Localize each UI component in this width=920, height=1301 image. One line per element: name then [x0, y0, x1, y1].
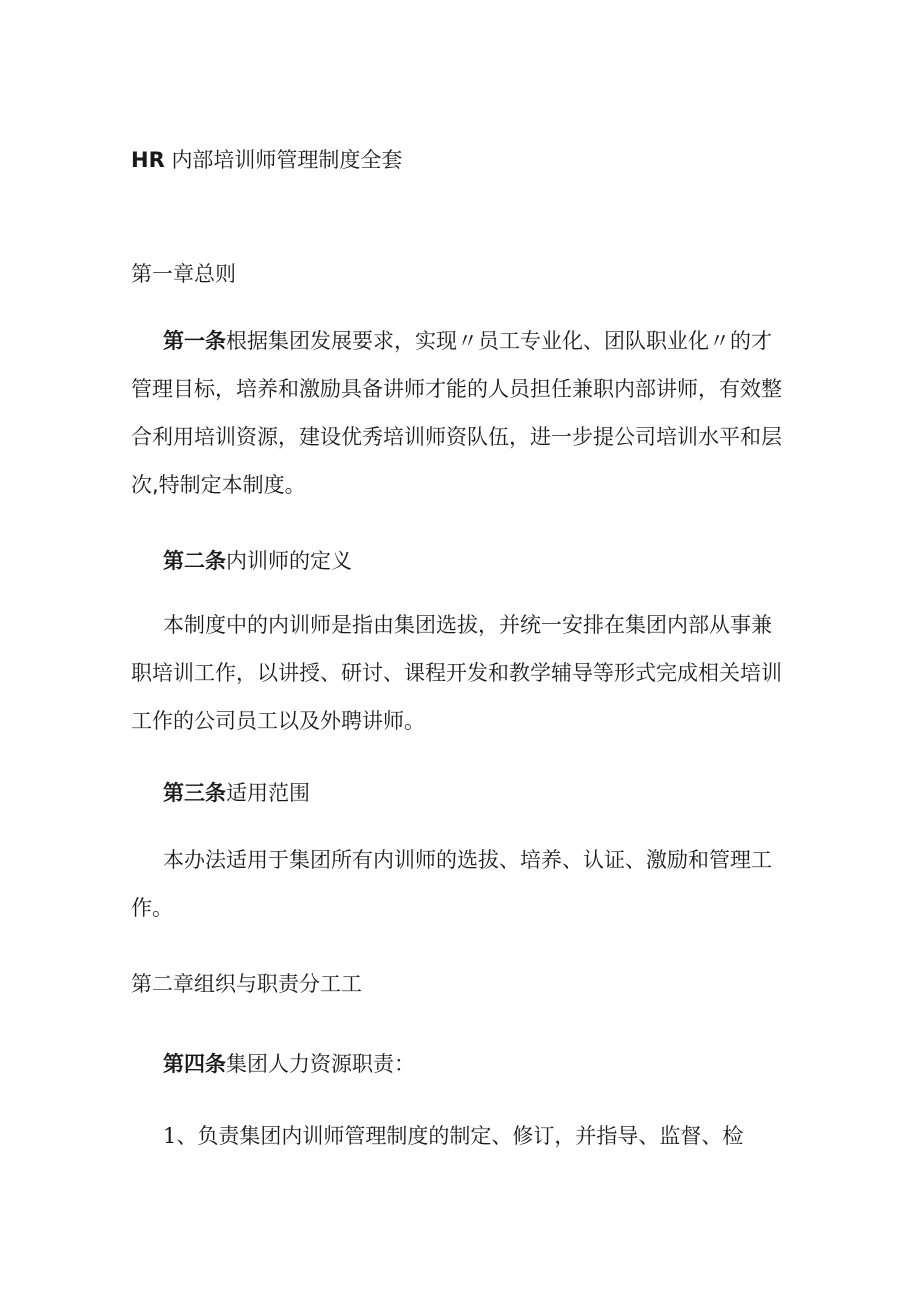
document-title [131, 144, 402, 174]
article-3-heading [163, 777, 310, 807]
item-1-number: 1 [163, 1124, 177, 1148]
item-1-text: 、负责集团内训师管理制度的制定、修订，并指导、监督、检 [176, 1124, 744, 1148]
article-4-heading [163, 1048, 415, 1078]
article-3-body: 本办法适用于集团所有内训师的选拔、培养、认证、激励和管理工作。 [131, 848, 772, 920]
article-4-title: 集团人力资源职责： [226, 1052, 415, 1076]
chapter-2-heading: 第二章组织与职责分工工 [131, 972, 362, 996]
article-3-title: 适用范围 [226, 781, 310, 805]
article-2-body: 本制度中的内训师是指由集团选拔，并统一安排在集团内部从事兼职培训工作，以讲授、研讨、课程开发和教学辅导等形式完成相关培训工作的公司员工以及外聘讲师。 [131, 613, 782, 733]
article-1 [131, 317, 791, 509]
article-4-label: 第四条 [163, 1052, 226, 1076]
article-2-heading [163, 545, 352, 575]
title-prefix: HR [131, 148, 165, 172]
article-3-label: 第三条 [163, 781, 226, 805]
article-4-item-1 [163, 1120, 743, 1150]
article-1-text: 根据集团发展要求，实现〃员工专业化、团队职业化〃的才管理目标，培养和激励具备讲师才能的人员担任兼职内部讲师，有效整合利用培训资源，建设优秀培训师资队伍，进一步提公司培训水平和层次,特制定本制度。 [131, 329, 782, 497]
article-2-title: 内训师的定义 [226, 549, 352, 573]
title-text: 内部培训师管理制度全套 [171, 148, 403, 172]
article-1-label: 第一条 [163, 329, 226, 353]
chapter-1-heading: 第一章总则 [131, 262, 236, 286]
article-2-label: 第二条 [163, 549, 226, 573]
